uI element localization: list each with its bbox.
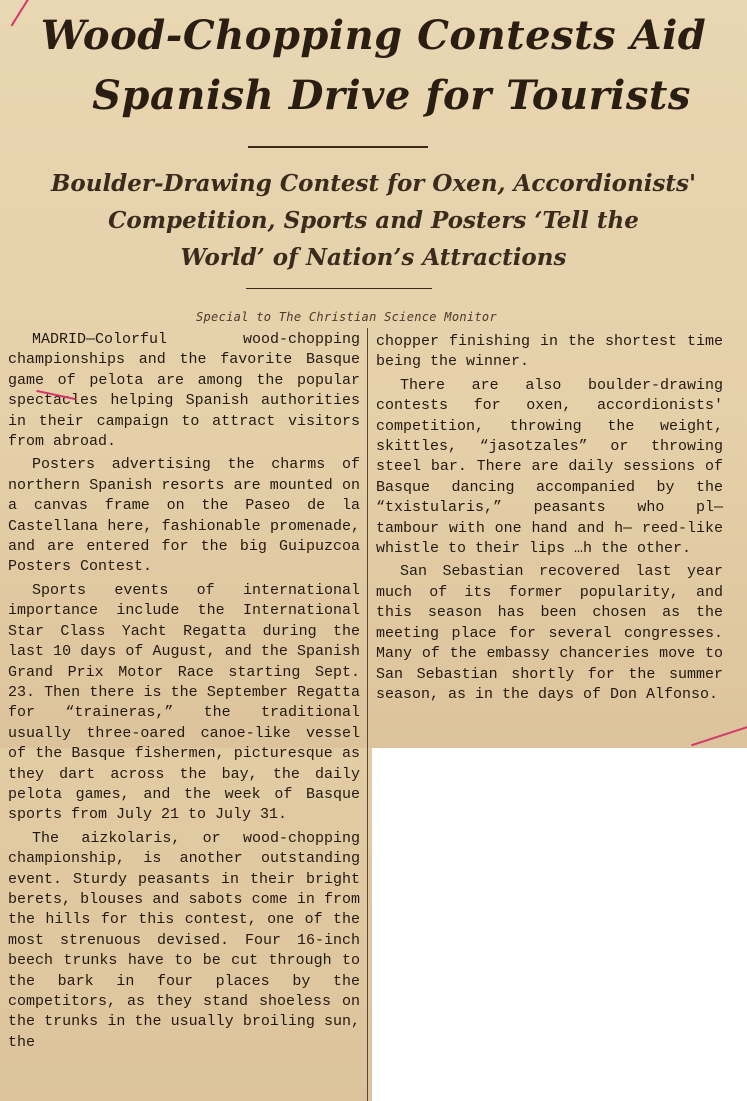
headline-line-1: Wood-Chopping Contests Aid [40, 12, 707, 59]
paragraph: Posters advertising the charms of northern Spanish resorts are mounted on a canvas frame on the Paseo de la Castellana here, fashionable promenade, and are entered for the big Guipuzcoa Posters Contest. [8, 456, 360, 576]
deck-line-1: Boulder-Drawing Contest for Oxen, Accordionists' [50, 170, 697, 197]
paragraph: There are also boulder-drawing contests for oxen, accordionists' competition, throwing the weight, skittles, “jasotzales” or throwing steel bar. There are daily sessions of Basque dancing accompanied by the “txistularis,” peasants who pl— tambour with one hand and h— reed-like whistle to their lips …h the other. [376, 376, 723, 558]
deck-line-3: World’ of Nation’s Attractions [180, 244, 567, 271]
paragraph: San Sebastian recovered last year much of its former popularity, and this season has been chosen as the meeting place for several congresses. Many of the embassy chanceries move to San Sebastian shortly for the summer season, as in the days of Don Alfonso. [376, 563, 723, 703]
paragraph: MADRID—Colorful wood-chopping championships and the favorite Basque game of pelota are among the popular spectacles helping Spanish authorities in their campaign to attract visitors from abroad. [8, 331, 360, 451]
deck-line-2: Competition, Sports and Posters ‘Tell the [108, 207, 639, 234]
deck-rule [246, 288, 432, 289]
article-right-column [376, 332, 723, 705]
paragraph: chopper finishing in the shortest time being the winner. [376, 333, 723, 371]
headline-rule [248, 146, 428, 148]
headline-line-2: Spanish Drive for Tourists [92, 72, 691, 119]
paragraph: The aizkolaris, or wood-chopping championship, is another outstanding event. Sturdy peasants in their bright berets, blouses and sabots come in from the hills for this contest, one of the most strenuous devised. Four 16-inch beech trunks have to be cut through to the bark in four places by the competitors, as they stand shoeless on the trunks in the usually broiling sun, the [8, 829, 360, 1051]
byline: Special to The Christian Science Monitor [196, 310, 497, 324]
paragraph: Sports events of international importance include the International Star Class Yacht Regatta during the last 10 days of August, and the Spanish Grand Prix Motor Race starting Sept. 23. Then there is the September Regatta for “traineras,” the traditional usually three-oared canoe-like vessel of the Basque fishermen, picturesque as they dart across the bay, the daily pelota games, and the week of Basque sports from July 21 to July 31. [8, 581, 360, 824]
column-divider [367, 328, 368, 1101]
article-left-column [8, 330, 360, 1053]
